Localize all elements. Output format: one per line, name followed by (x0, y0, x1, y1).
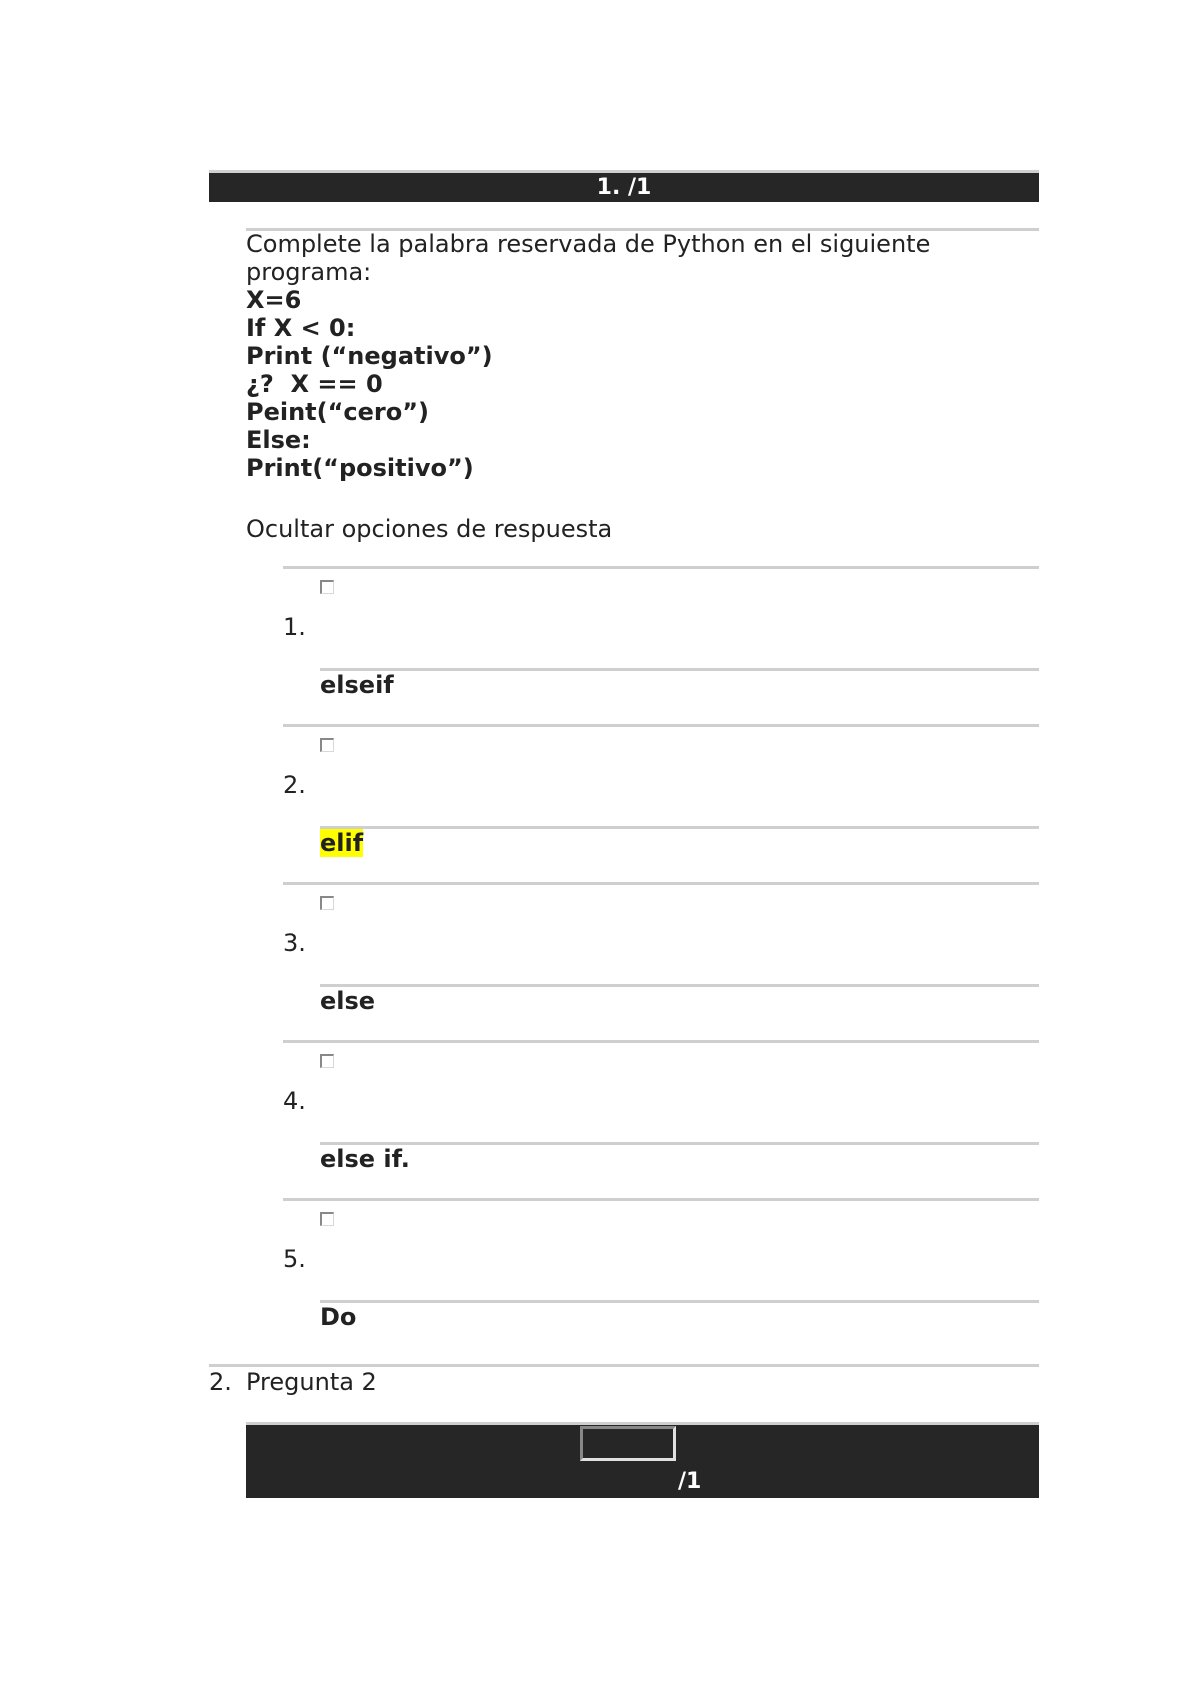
code-line: Print(“positivo”) (246, 454, 474, 482)
option-inner-rule (320, 826, 1039, 829)
option-3-text: else (320, 987, 376, 1015)
score-total: /1 (678, 1469, 702, 1494)
option-5-number: 5. (283, 1245, 306, 1273)
option-inner-rule (320, 668, 1039, 671)
option-4-text: else if. (320, 1145, 410, 1173)
code-line: ¿? X == 0 (246, 370, 383, 398)
option-4-checkbox[interactable] (320, 1054, 334, 1068)
question-prompt-line-1: Complete la palabra reservada de Python en el siguiente (246, 230, 931, 258)
option-1-number: 1. (283, 613, 306, 641)
option-2-number: 2. (283, 771, 306, 799)
option-separator (283, 566, 1039, 569)
option-3-checkbox[interactable] (320, 896, 334, 910)
option-3-number: 3. (283, 929, 306, 957)
question-prompt-line-2: programa: (246, 258, 372, 286)
option-separator (283, 1040, 1039, 1043)
highlighted-answer: elif (320, 829, 364, 857)
question-2-heading (209, 1367, 377, 1397)
option-5-checkbox[interactable] (320, 1212, 334, 1226)
option-separator (283, 1198, 1039, 1201)
hide-answer-options-link[interactable]: Ocultar opciones de respuesta (246, 515, 613, 543)
question-1-header: 1. /1 (209, 173, 1039, 202)
option-2-text (320, 829, 363, 857)
option-4-number: 4. (283, 1087, 306, 1115)
question-2-number: 2. (209, 1368, 232, 1396)
option-2-checkbox[interactable] (320, 738, 334, 752)
score-input[interactable] (580, 1426, 676, 1461)
option-separator (283, 724, 1039, 727)
code-line: If X < 0: (246, 314, 356, 342)
option-inner-rule (320, 1300, 1039, 1303)
question-2-label: Pregunta 2 (246, 1368, 377, 1396)
code-line: Peint(“cero”) (246, 398, 429, 426)
question-2-score-bar (246, 1425, 1039, 1498)
option-1-checkbox[interactable] (320, 580, 334, 594)
option-inner-rule (320, 984, 1039, 987)
code-line: Print (“negativo”) (246, 342, 493, 370)
code-line: X=6 (246, 286, 302, 314)
code-line: Else: (246, 426, 311, 454)
question-1-text (246, 230, 1006, 482)
option-separator (283, 882, 1039, 885)
option-1-text: elseif (320, 671, 394, 699)
option-5-text: Do (320, 1303, 357, 1331)
option-inner-rule (320, 1142, 1039, 1145)
